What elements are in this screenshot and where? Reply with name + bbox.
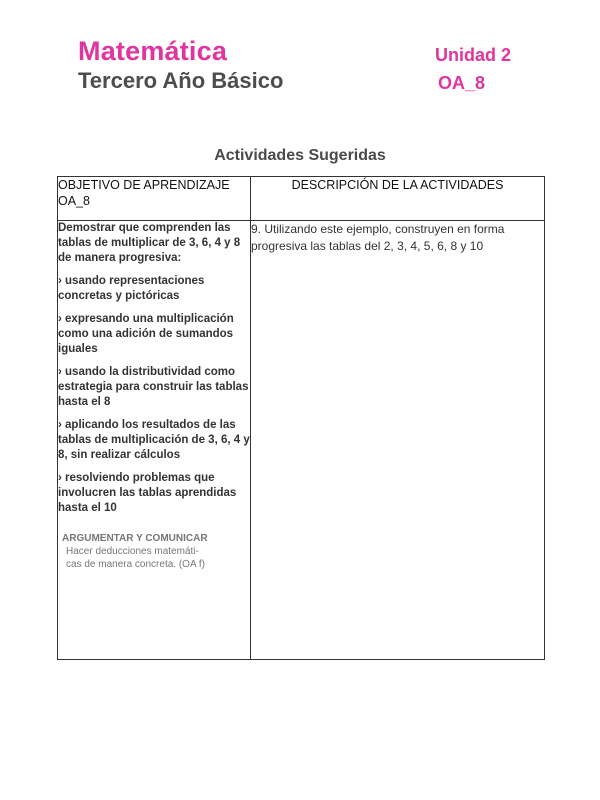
objective-item: › usando representaciones concretas y pictóricas xyxy=(58,275,205,302)
oa-label: OA_8 xyxy=(438,73,486,93)
subject-title: Matemática xyxy=(78,36,228,66)
objective-item: › expresando una multiplicación como una adición de sumandos iguales xyxy=(58,313,234,355)
description-header: DESCRIPCIÓN DE LA ACTIVIDADES xyxy=(251,177,545,221)
section-title: Actividades Sugeridas xyxy=(214,147,386,164)
objective-item: › resolviendo problemas que involucren las tablas aprendidas hasta el 10 xyxy=(58,472,237,514)
objective-header-label: OBJETIVO DE APRENDIZAJE xyxy=(58,178,230,192)
table-row xyxy=(58,221,545,660)
objective-item: › usando la distributividad como estrategia para construir las tablas hasta el 8 xyxy=(58,366,249,408)
skill-title: ARGUMENTAR Y COMUNICAR xyxy=(62,533,208,544)
table-header-row xyxy=(58,177,545,221)
description-cell xyxy=(251,221,545,660)
objective-item: › aplicando los resultados de las tablas de multiplicación de 3, 6, 4 y 8, sin realizar cálculos xyxy=(58,419,250,461)
objective-cell xyxy=(58,221,251,660)
unit-label: Unidad 2 xyxy=(435,45,512,65)
skill-text-line: cas de manera concreta. (OA f) xyxy=(66,559,205,570)
objective-intro: Demostrar que comprenden las tablas de multiplicar de 3, 6, 4 y 8 de manera progresiva: xyxy=(58,222,241,264)
grade-subtitle: Tercero Año Básico xyxy=(78,68,284,93)
objective-header xyxy=(58,177,251,221)
activity-description: 9. Utilizando este ejemplo, construyen en forma progresiva las tablas del 2, 3, 4, 5, 6, 8 y 10 xyxy=(251,222,505,253)
objective-header-code: OA_8 xyxy=(58,194,90,208)
activities-table xyxy=(57,176,545,660)
skill-text-line: Hacer deducciones matemáti- xyxy=(66,546,199,557)
skill-block xyxy=(58,532,250,571)
